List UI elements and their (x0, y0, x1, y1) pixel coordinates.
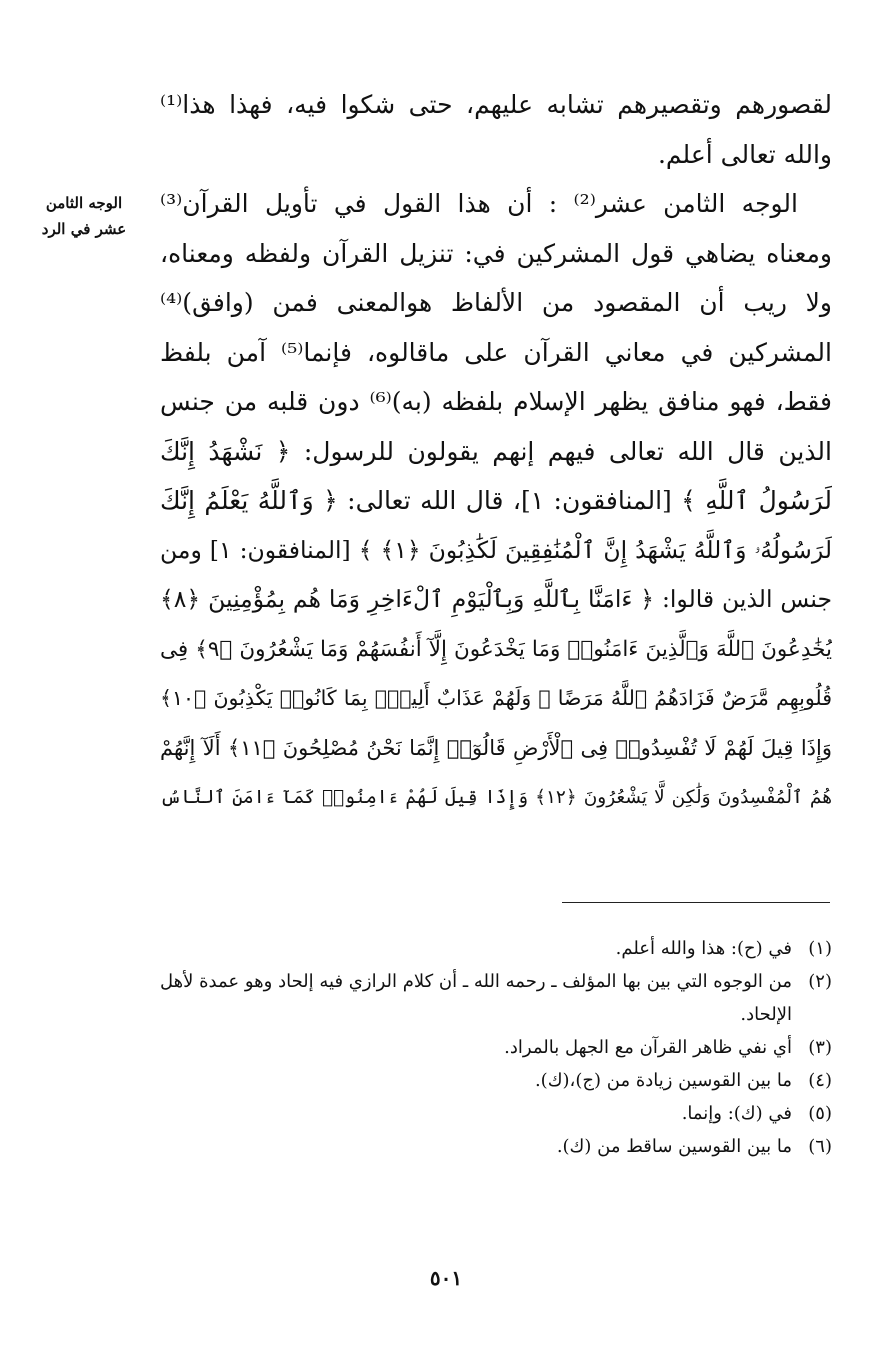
footnote-number: (٥) (808, 1103, 832, 1124)
footnote (160, 965, 832, 1031)
text-line: يُخَٰدِعُونَ ٱللَّهَ وَٱلَّذِينَ ءَامَنُوا۟ وَمَا يَخْدَعُونَ إِلَّآ أَنفُسَهُمْ وَمَا يَشْعُرُونَ ﴿٩﴾ فِى (160, 636, 832, 662)
footnote-number: (٢) (808, 971, 832, 992)
footnote (160, 1097, 832, 1130)
text-line: ومعناه يضاهي قول المشركين في: تنزيل القرآن ولفظه ومعناه، (160, 238, 832, 268)
text-line: وَإِذَا قِيلَ لَهُمْ لَا تُفْسِدُوا۟ فِى ٱلْأَرْضِ قَالُوٓا۟ إِنَّمَا نَحْنُ مُصْلِحُونَ ﴿١١﴾ أَلَآ إِنَّهُمْ (160, 735, 832, 760)
footnote-text: ما بين القوسين زيادة من (ج)،(ك). (534, 1070, 792, 1091)
text-line: لَرَسُولُهُۥ وَٱللَّهُ يَشْهَدُ إِنَّ ٱلْمُنَٰفِقِينَ لَكَٰذِبُونَ ﴿١﴾ ﴾ [المنافقون: ١] ومن (160, 535, 832, 564)
footnote-number: (٤) (808, 1070, 832, 1091)
margin-note-line: عشر في الرد (41, 220, 127, 238)
margin-note (28, 190, 140, 242)
text-line: المشركين في معاني القرآن على ماقالوه، فإنما⁽⁵⁾ آمن بلفظ (160, 337, 832, 367)
footnote-text: في (ح): هذا والله أعلم. (615, 938, 792, 959)
page-number: ٥٠١ (429, 1266, 463, 1290)
footnote-number: (٦) (808, 1136, 832, 1157)
text-line: جنس الذين قالوا: ﴿ ءَامَنَّا بِٱللَّهِ وَبِٱلْيَوْمِ ٱلْءَاخِرِ وَمَا هُم بِمُؤْمِنِينَ ﴿٨﴾ (160, 585, 832, 613)
text-line: هُمُ ٱلْمُفْسِدُونَ وَلَٰكِن لَّا يَشْعُرُونَ ﴿١٢﴾ وَإِذَا قِيلَ لَهُمْ ءَامِنُوا۟ كَمَآ ءَامَنَ ٱلنَّاسُ (160, 787, 832, 808)
text-line: الوجه الثامن عشر⁽²⁾ : أن هذا القول في تأويل القرآن⁽³⁾ (160, 189, 798, 218)
footnotes (160, 932, 832, 1163)
footnote-text: في (ك): وإنما. (681, 1103, 792, 1124)
footnote (160, 932, 832, 965)
footnote-number: (١) (808, 938, 832, 959)
text-line: ولا ريب أن المقصود من الألفاظ هوالمعنى فمن (وافق)⁽⁴⁾ (160, 288, 832, 317)
margin-note-line: الوجه الثامن (45, 194, 123, 212)
footnote-number: (٣) (808, 1037, 832, 1058)
footnote-text: أي نفي ظاهر القرآن مع الجهل بالمراد. (504, 1037, 792, 1058)
footnote (160, 1031, 832, 1064)
text-line: لَرَسُولُ ٱللَّهِ ﴾ [المنافقون: ١]، قال الله تعالى: ﴿ وَٱللَّهُ يَعْلَمُ إِنَّكَ (160, 486, 832, 515)
footnote (160, 1064, 832, 1097)
text-line: والله تعالى أعلم. (657, 139, 832, 169)
main-text-body (160, 80, 832, 823)
footnote-separator (562, 902, 830, 903)
footnote-text: ما بين القوسين ساقط من (ك). (556, 1136, 792, 1157)
text-line: الذين قال الله تعالى فيهم إنهم يقولون للرسول: ﴿ نَشْهَدُ إِنَّكَ (160, 436, 832, 466)
footnote (160, 1130, 832, 1163)
text-line: لقصورهم وتقصيرهم تشابه عليهم، حتى شكوا فيه، فهذا هذا⁽¹⁾ (160, 90, 832, 119)
footnote-text: من الوجوه التي بين بها المؤلف ـ رحمه الله ـ أن كلام الرازي فيه إلحاد وهو عمدة لأهل الإلحاد. (160, 971, 792, 1025)
text-line: فقط، فهو منافق يظهر الإسلام بلفظه (به)⁽⁶⁾ دون قلبه من جنس (160, 387, 832, 416)
text-line: قُلُوبِهِم مَّرَضٌ فَزَادَهُمُ ٱللَّهُ مَرَضًا ۖ وَلَهُمْ عَذَابٌ أَلِيمٌۢ بِمَا كَانُوا۟ يَكْذِبُونَ ﴿١٠﴾ (160, 686, 832, 710)
